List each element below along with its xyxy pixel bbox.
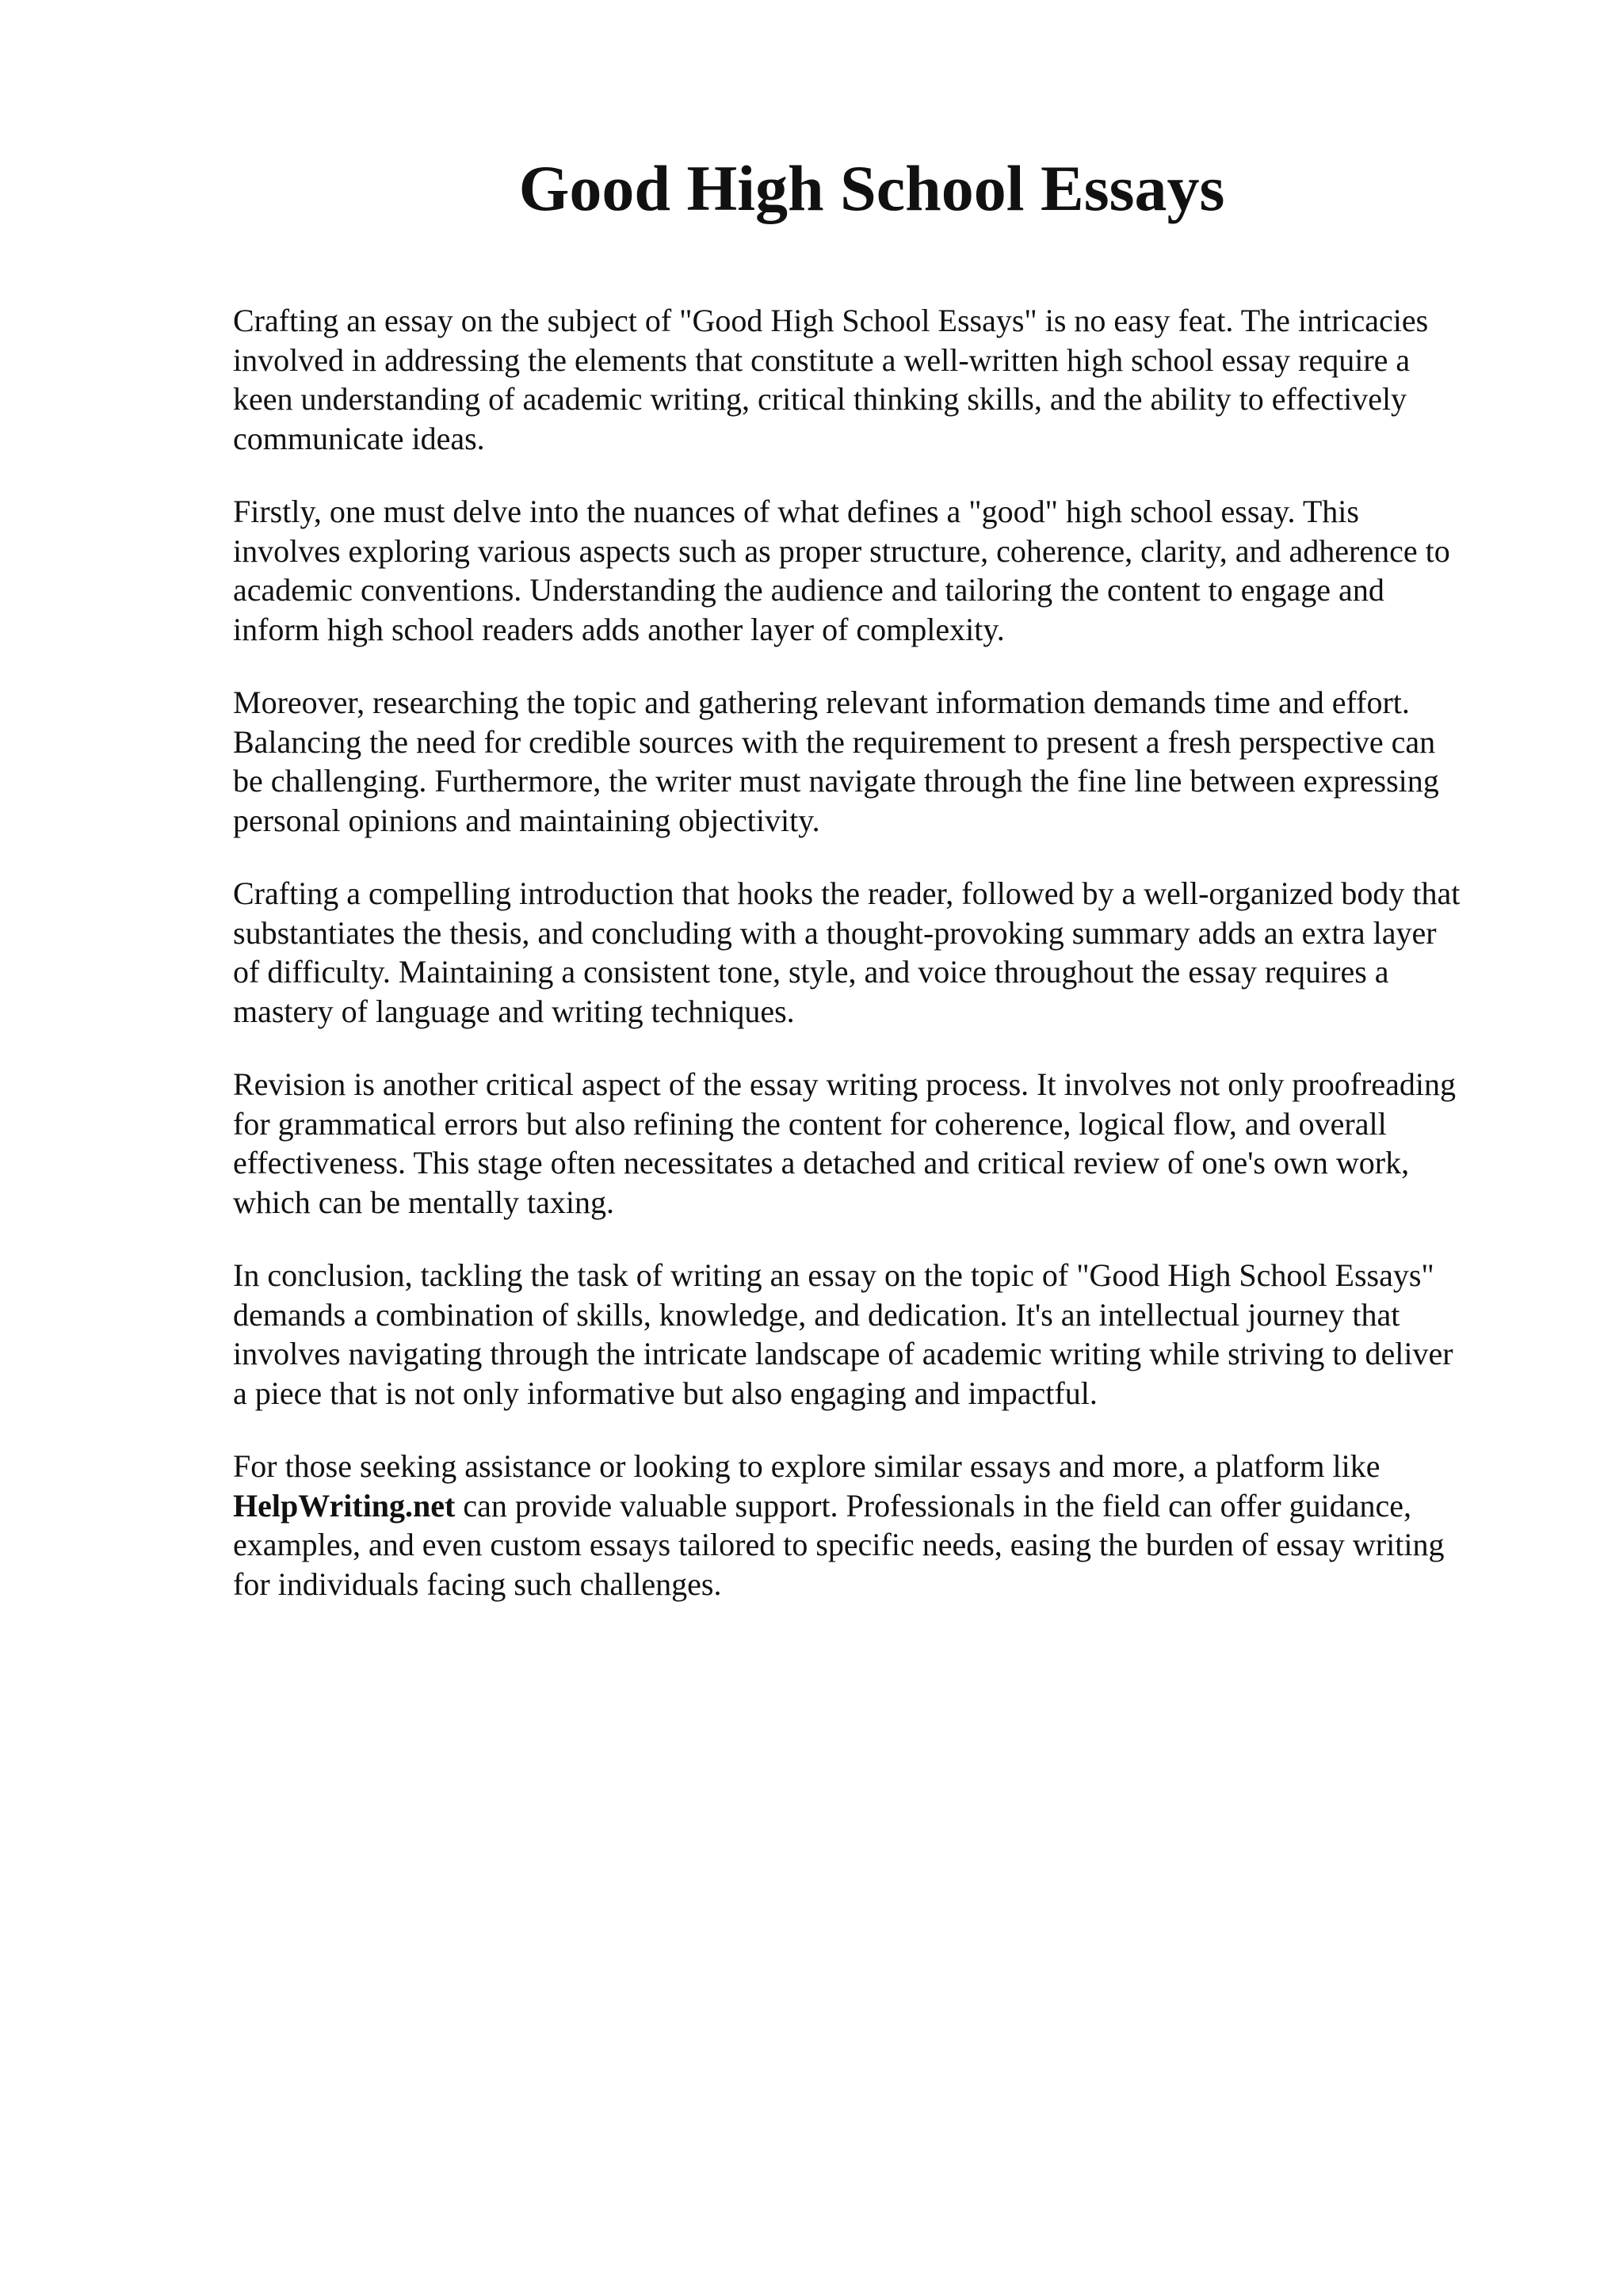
paragraph-line: Revision is another critical aspect of the essay writing process. It involves not only proofreading xyxy=(233,1066,1456,1102)
paragraph-line: Balancing the need for credible sources with the requirement to present a fresh perspective can xyxy=(233,723,1436,760)
paragraph-line: involved in addressing the elements that constitute a well-written high school essay require a xyxy=(233,341,1411,378)
paragraph-line: a piece that is not only informative but also engaging and impactful. xyxy=(233,1375,1098,1411)
paragraph-line: Firstly, one must delve into the nuances of what defines a "good" high school essay. This xyxy=(233,494,1359,529)
paragraph-line: Crafting an essay on the subject of "Good High School Essays" is no easy feat. The intricacies xyxy=(233,303,1429,338)
paragraph-line: effectiveness. This stage often necessitates a detached and critical review of one's own work, xyxy=(233,1145,1410,1180)
paragraph-line: for grammatical errors but also refining the content for coherence, logical flow, and overall xyxy=(233,1105,1387,1142)
paragraph-line: be challenging. Furthermore, the writer must navigate through the fine line between expressing xyxy=(233,763,1439,799)
paragraph-line: which can be mentally taxing. xyxy=(233,1184,614,1220)
paragraph-3 xyxy=(233,683,1517,840)
paragraph-line: Moreover, researching the topic and gathering relevant information demands time and effort. xyxy=(233,685,1410,720)
document-title: Good High School Essays xyxy=(518,152,1225,224)
paragraph-line xyxy=(233,1486,1517,1526)
paragraph-line: involves exploring various aspects such as proper structure, coherence, clarity, and adherence to xyxy=(233,532,1450,569)
paragraph-line: keen understanding of academic writing, critical thinking skills, and the ability to effectively xyxy=(233,381,1407,417)
paragraph-line: demands a combination of skills, knowledge, and dedication. It's an intellectual journey that xyxy=(233,1296,1400,1333)
paragraph-line: In conclusion, tackling the task of writing an essay on the topic of "Good High School Essays" xyxy=(233,1257,1434,1293)
paragraph-closing xyxy=(233,1447,1517,1604)
paragraph-line: personal opinions and maintaining objectivity. xyxy=(233,802,820,838)
paragraph-line: inform high school readers adds another layer of complexity. xyxy=(233,611,1005,647)
paragraph-5 xyxy=(233,1065,1517,1222)
paragraph-line: academic conventions. Understanding the audience and tailoring the content to engage and xyxy=(233,572,1384,608)
paragraph-2 xyxy=(233,492,1517,649)
closing-line-text: can provide valuable support. Professionals in the field can offer guidance, xyxy=(455,1487,1412,1524)
paragraph-line: for individuals facing such challenges. xyxy=(233,1566,722,1602)
paragraph-line: For those seeking assistance or looking to explore similar essays and more, a platform like xyxy=(233,1448,1381,1484)
paragraph-line: mastery of language and writing techniques. xyxy=(233,993,795,1029)
paragraph-line: examples, and even custom essays tailored to specific needs, easing the burden of essay writing xyxy=(233,1527,1445,1562)
paragraph-line: communicate ideas. xyxy=(233,420,485,456)
document-body xyxy=(233,301,1517,1638)
paragraph-1 xyxy=(233,301,1517,458)
paragraph-4 xyxy=(233,874,1517,1031)
paragraph-line: Crafting a compelling introduction that hooks the reader, followed by a well-organized body that xyxy=(233,875,1461,911)
paragraph-line: of difficulty. Maintaining a consistent tone, style, and voice throughout the essay requires a xyxy=(233,954,1389,990)
paragraph-6 xyxy=(233,1256,1517,1413)
paragraph-line: involves navigating through the intricate landscape of academic writing while striving to deliver xyxy=(233,1336,1453,1371)
helpwriting-link[interactable]: HelpWriting.net xyxy=(233,1487,456,1524)
paragraph-line: substantiates the thesis, and concluding with a thought-provoking summary adds an extra layer xyxy=(233,914,1437,951)
